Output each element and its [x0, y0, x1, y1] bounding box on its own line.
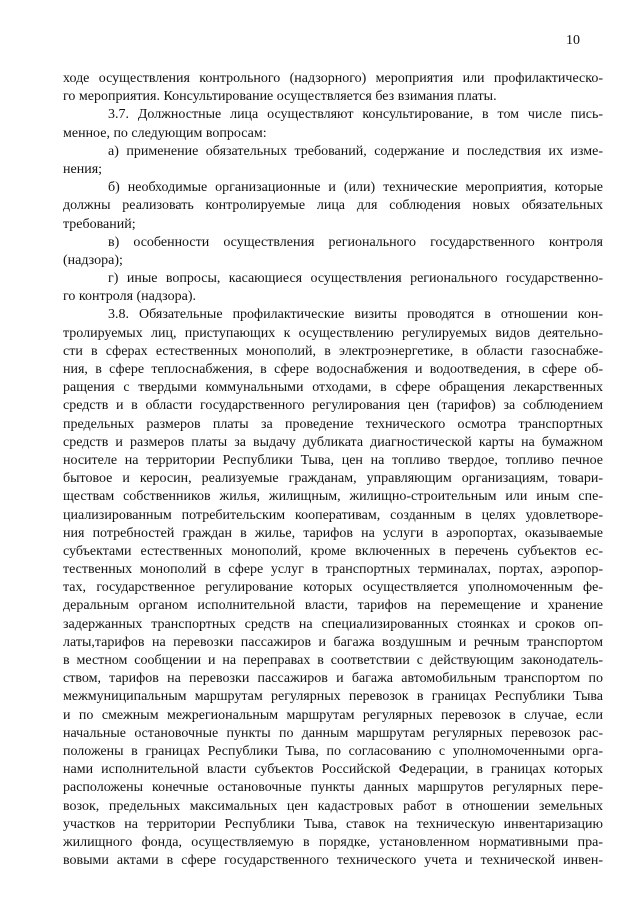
text-line: положены в границах Республики Тыва, по согласованию с уполномоченными орга-: [63, 743, 603, 759]
text-line: ством, тарифов на перевозки пассажиров и багажа автомобильным транспортом по: [63, 671, 603, 687]
text-line: жилищного фонда, осуществляемую в порядке, установленном нормативными пра-: [63, 834, 603, 850]
text-line: должны реализовать контролируемые лица для соблюдения новых обязательных: [63, 198, 603, 214]
text-line: тах, государственное регулирование которых осуществляется уполномоченным фе-: [63, 580, 603, 596]
text-line: латы,тарифов на перевозки пассажиров и багажа воздушным и речным транспортом: [63, 634, 603, 650]
text-line: участков на территории Республики Тыва, ставок на техническую инвентаризацию: [63, 816, 603, 832]
text-line: носителе на территории Республики Тыва, цен на топливо твердое, топливо печное: [63, 452, 603, 468]
text-line: 3.7. Должностные лица осуществляют консультирование, в том числе пись-: [108, 107, 603, 123]
text-line: го мероприятия. Консультирование осуществляется без взимания платы.: [63, 89, 497, 105]
text-line: ния, в сфере теплоснабжения, в сфере водоснабжения и водоотведения, в сфере об-: [63, 362, 603, 377]
text-line: а) применение обязательных требований, содержание и последствия их изме-: [108, 143, 603, 159]
text-line: расположены конечные остановочные пункты данных маршрутов регулярных пере-: [63, 780, 603, 796]
text-line: задержанных транспортных средств на специализированных стоянках и сроков оп-: [63, 616, 603, 632]
text-line: и по смежным межрегиональным маршрутам регулярных перевозок в случае, если: [63, 707, 603, 723]
text-line: в) особенности осуществления регионального государственного контроля: [108, 234, 603, 250]
body-text: [63, 70, 603, 870]
text-line: г) иные вопросы, касающиеся осуществления регионального государственно-: [108, 271, 603, 287]
text-line: нами исполнительной власти субъектов Российской Федерации, в границах которых: [63, 762, 603, 778]
text-line: субъектами естественных монополий, кроме включенных в перечень субъектов ес-: [63, 543, 603, 559]
text-line: 3.8. Обязательные профилактические визиты проводятся в отношении кон-: [108, 307, 603, 323]
text-line: циализированным потребительским кооперативам, созданным в целях удовлетворе-: [63, 507, 603, 523]
text-line: ществам собственников жилья, жилищным, жилищно-строительным или иным спе-: [63, 489, 603, 505]
text-line: б) необходимые организационные и (или) технические мероприятия, которые: [108, 180, 603, 196]
text-line: возок, предельных максимальных цен кадастровых работ в отношении земельных: [63, 798, 603, 814]
text-line: сти в сферах естественных монополий, в электроэнергетике, в области газоснабже-: [63, 343, 603, 359]
text-line: вовыми актами в сфере государственного технического учета и технической инвен-: [63, 853, 603, 869]
text-line: ращения с твердыми коммунальными отходами, в сфере обращения лекарственных: [63, 380, 603, 396]
text-line: тролируемых лиц, приступающих к осуществлению регулируемых видов деятельно-: [63, 325, 603, 341]
page-number: 10: [566, 33, 580, 48]
text-line: начальные остановочные пункты по данным маршрутам регулярных перевозок рас-: [63, 725, 603, 741]
text-line: ходе осуществления контрольного (надзорного) мероприятия или профилактическо-: [63, 71, 603, 86]
text-line: средств и размеров платы за выдачу дубликата диагностической карты на бумажном: [63, 434, 603, 450]
text-line: го контроля (надзора).: [63, 289, 196, 305]
text-line: тественных монополий в сфере услуг в транспортных терминалах, портах, аэропор-: [63, 562, 603, 578]
text-line: нения;: [63, 161, 103, 177]
text-line: бытовое и керосин, реализуемые гражданам, управляющим организациям, товари-: [63, 471, 603, 487]
text-line: предельных размеров платы за проведение технического осмотра транспортных: [63, 416, 603, 432]
text-line: менное, по следующим вопросам:: [63, 125, 267, 141]
text-line: в местном сообщении и на переправах в соответствии с действующим законодатель-: [63, 653, 603, 668]
text-line: требований;: [63, 216, 136, 232]
text-line: ния потребностей граждан в жилье, тарифов на услуги в аэропортах, оказываемые: [63, 525, 603, 541]
text-line: деральным органом исполнительной власти, тарифов на перемещение и хранение: [63, 598, 603, 614]
text-line: межмуниципальным маршрутам регулярных перевозок в границах Республики Тыва: [63, 689, 603, 705]
text-line: средств и в области государственного регулирования цен (тарифов) за соблюдением: [63, 398, 603, 414]
text-line: (надзора);: [63, 252, 123, 268]
